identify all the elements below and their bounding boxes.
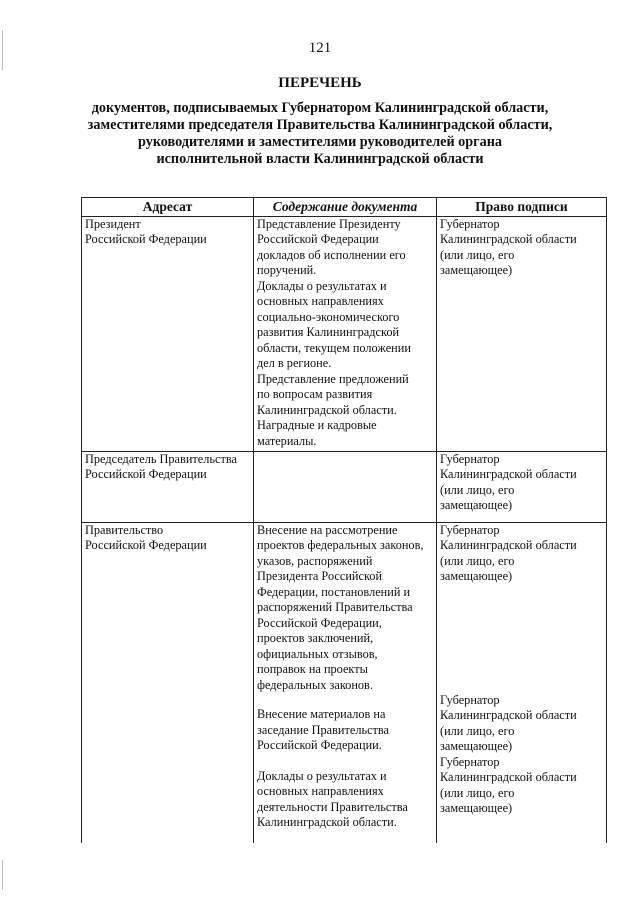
header-content: Содержание документа — [254, 198, 437, 217]
table-header-row — [82, 198, 607, 217]
cell-line: (или лицо, его — [440, 723, 515, 738]
content-cell — [254, 216, 437, 451]
document-title: ПЕРЕЧЕНЬ — [278, 75, 362, 91]
cell-line: (или лицо, его — [440, 247, 515, 262]
cell-line: области, текущем положении — [257, 340, 411, 355]
cell-line: федеральных законов. — [257, 677, 373, 692]
cell-line: Губернатор — [440, 451, 500, 466]
paragraph-gap — [257, 754, 434, 769]
cell-line: Российской Федерации — [257, 232, 379, 246]
header-signer: Право подписи — [437, 198, 607, 217]
cell-line: замещающее) — [440, 498, 513, 512]
cell-line: заседание Правительства — [257, 722, 390, 737]
table-row — [82, 451, 607, 522]
signer-cell — [437, 522, 607, 843]
cell-line: проектов заключений, — [257, 631, 374, 645]
cell-line: Калининградской области. — [257, 402, 397, 417]
cell-line: замещающее) — [440, 739, 513, 753]
cell-line: Президент — [85, 216, 141, 231]
cell-line: Внесение на рассмотрение — [257, 522, 398, 537]
cell-line: Представление Президенту — [257, 216, 401, 231]
content-cell — [254, 522, 437, 843]
addressee-cell — [82, 522, 254, 843]
cell-line: основных направлениях — [257, 784, 384, 798]
cell-line: распоряжений Правительства — [257, 600, 413, 614]
subtitle-line: документов, подписываемых Губернатором Калининградской области, — [91, 100, 549, 116]
cell-line: Представление предложений — [257, 371, 409, 386]
cell-line: Российской Федерации — [85, 232, 207, 246]
cell-line: Губернатор — [440, 754, 500, 769]
cell-line: Российской Федерации. — [257, 738, 382, 752]
cell-line: Калининградской области. — [257, 815, 397, 829]
page-number: 121 — [308, 40, 332, 56]
cell-line: Российской Федерации — [85, 538, 207, 552]
cell-line: Губернатор — [440, 216, 500, 231]
cell-line: социально-экономического — [257, 309, 400, 324]
cell-line: поправок на проекты — [257, 662, 368, 676]
cell-line: по вопросам развития — [257, 387, 373, 401]
cell-line: замещающее) — [440, 801, 513, 815]
cell-line: докладов об исполнении его — [257, 247, 406, 262]
cell-line: Калининградской области — [440, 232, 577, 246]
cell-line: Федерации, постановлений и — [257, 584, 411, 599]
cell-line: дел в регионе. — [257, 356, 332, 370]
cell-line: Калининградской области — [440, 708, 577, 722]
cell-line: официальных отзывов, — [257, 646, 378, 661]
cell-line: Доклады о результатах и — [257, 768, 387, 783]
cell-line: Губернатор — [440, 692, 500, 707]
paragraph-gap — [257, 693, 434, 707]
cell-line: Калининградской области — [440, 467, 577, 481]
table-row — [82, 522, 607, 843]
cell-line: проектов федеральных законов, — [257, 538, 424, 552]
header-addressee: Адресат — [82, 198, 254, 217]
addressee-cell — [82, 451, 254, 522]
cell-line: Губернатор — [440, 522, 500, 537]
signer-cell — [437, 216, 607, 451]
scan-margin-mark — [2, 860, 3, 890]
cell-line: Доклады о результатах и — [257, 278, 387, 293]
cell-line: указов, распоряжений — [257, 553, 373, 568]
cell-line: (или лицо, его — [440, 785, 515, 800]
cell-line: Наградные и кадровые — [257, 418, 377, 432]
cell-line: Российской Федерации, — [257, 615, 382, 630]
content-cell — [254, 451, 437, 522]
cell-line: материалы. — [257, 433, 317, 448]
spacer — [440, 585, 604, 693]
cell-line: основных направлениях — [257, 294, 384, 308]
cell-line: замещающее) — [440, 569, 513, 583]
cell-line: замещающее) — [440, 263, 513, 277]
table-row — [82, 216, 607, 451]
cell-line: деятельности Правительства — [257, 799, 408, 814]
cell-line: поручений. — [257, 263, 317, 277]
subtitle-line: руководителями и заместителями руководителей органа — [138, 134, 502, 150]
signer-cell — [437, 451, 607, 522]
cell-line: Калининградской области — [440, 538, 577, 552]
subtitle-line: исполнительной власти Калининградской области — [156, 151, 484, 167]
cell-line: (или лицо, его — [440, 553, 515, 568]
cell-line: Правительство — [85, 522, 164, 537]
cell-line: Российской Федерации — [85, 467, 207, 481]
addressee-cell — [82, 216, 254, 451]
cell-line: (или лицо, его — [440, 482, 515, 497]
cell-line: развития Калининградской — [257, 325, 400, 339]
cell-line: Калининградской области — [440, 770, 577, 784]
cell-line: Председатель Правительства — [85, 451, 237, 466]
subtitle-line: заместителями председателя Правительства Калининградской области, — [87, 117, 553, 133]
document-subtitle — [70, 100, 570, 168]
cell-line: Внесение материалов на — [257, 707, 386, 721]
cell-line: Президента Российской — [257, 569, 383, 583]
documents-table — [81, 197, 607, 843]
